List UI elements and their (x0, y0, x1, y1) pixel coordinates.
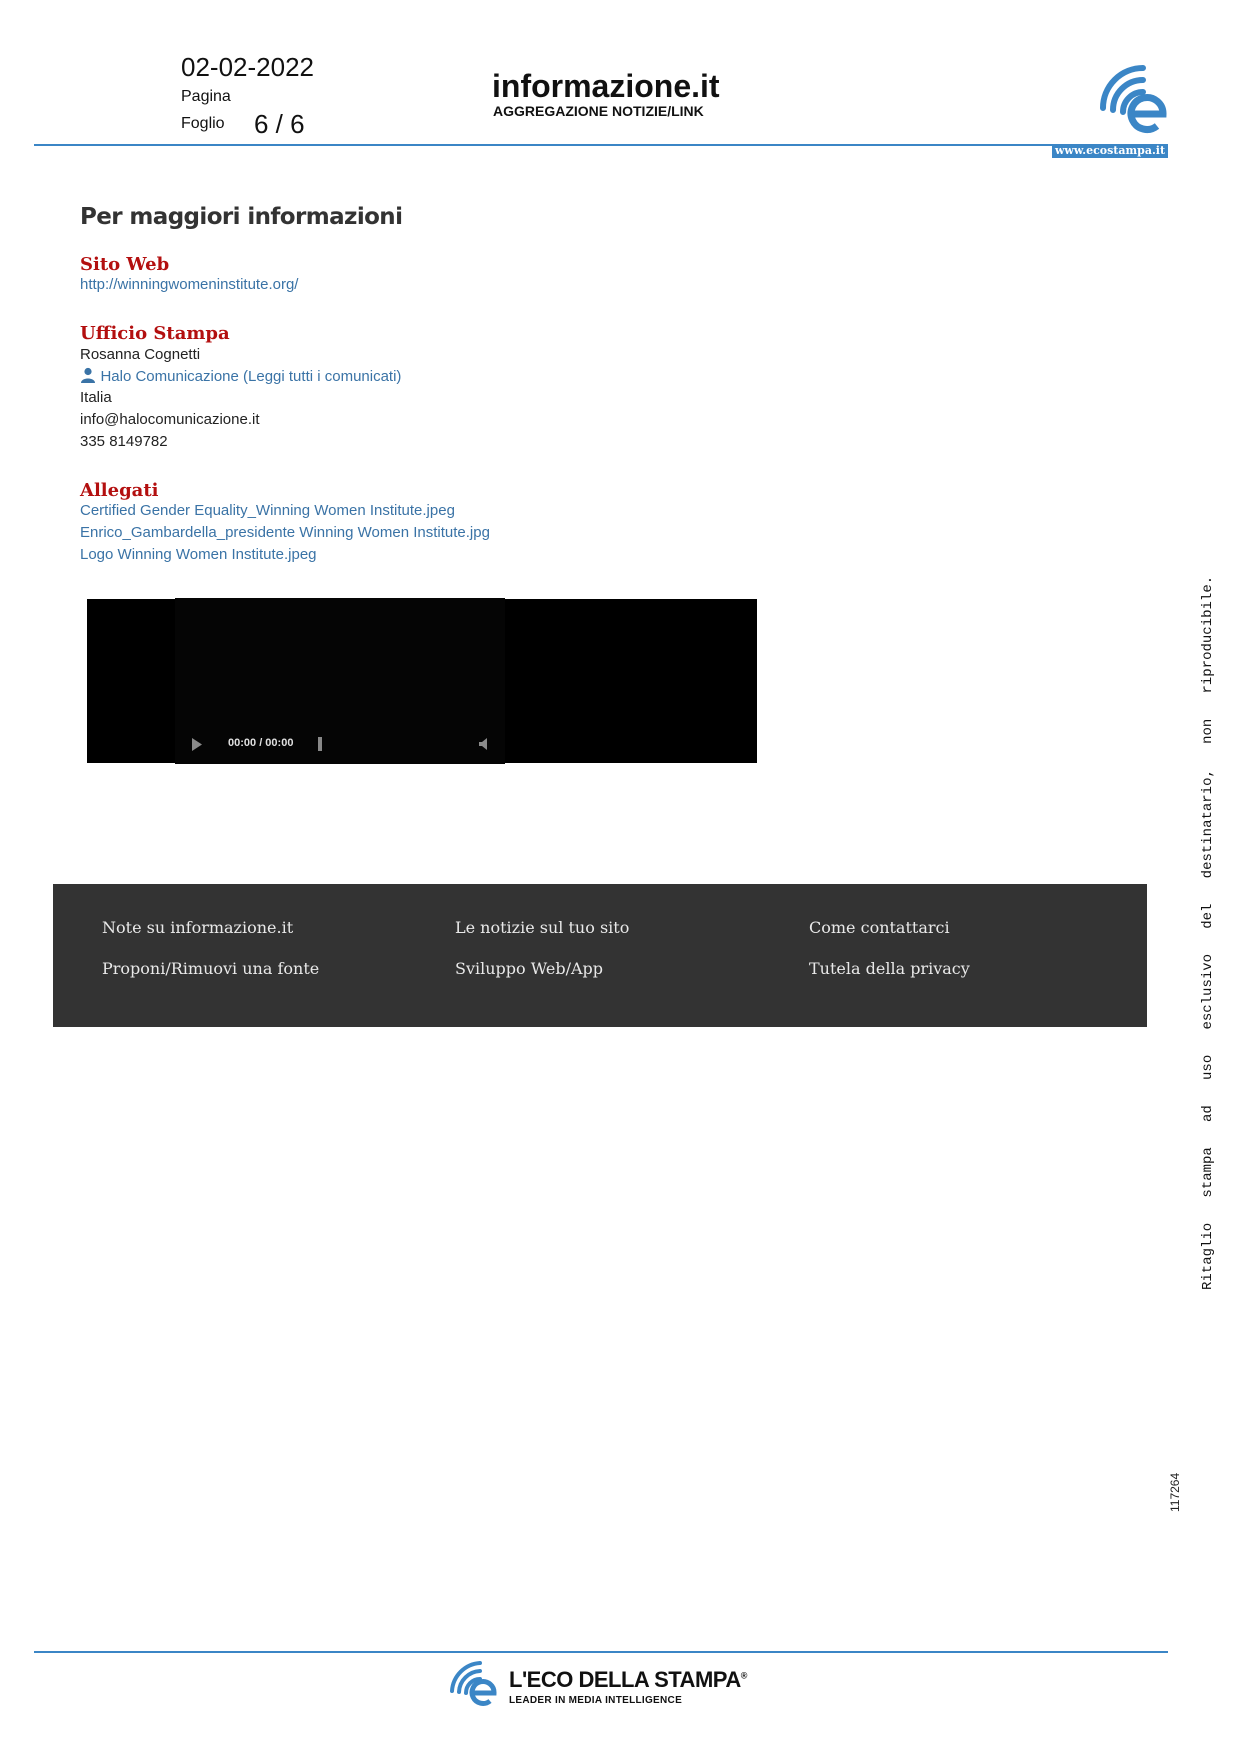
footer-link[interactable]: Sviluppo Web/App (455, 959, 604, 978)
volume-icon[interactable] (479, 738, 492, 750)
contact-name: Rosanna Cognetti (80, 346, 201, 363)
progress-handle-icon[interactable] (318, 737, 322, 751)
masthead-title: informazione.it (492, 68, 720, 104)
reproduction-notice: Ritaglio stampa ad uso esclusivo del destinatario, non riproducibile. (1200, 575, 1216, 1290)
footer-link[interactable]: Come contattarci (809, 918, 950, 937)
video-time: 00:00 / 00:00 (228, 737, 294, 749)
contact-email: info@halocomunicazione.it (80, 411, 260, 428)
attachment-link[interactable]: Logo Winning Women Institute.jpeg (80, 546, 317, 563)
footer-link[interactable]: Note su informazione.it (102, 918, 294, 937)
agency-link[interactable]: Halo Comunicazione (Leggi tutti i comunicati) (100, 368, 402, 385)
clipping-code: 117264 (1168, 1472, 1182, 1512)
ecostampa-badge: www.ecostampa.it (1052, 144, 1168, 158)
sito-web-link[interactable]: http://winningwomeninstitute.org/ (80, 276, 299, 293)
page-date: 02-02-2022 (181, 52, 314, 82)
play-icon[interactable] (191, 738, 203, 751)
eco-della-stampa-logo-icon (448, 1655, 500, 1707)
contact-country: Italia (80, 389, 112, 406)
masthead-subtitle: AGGREGAZIONE NOTIZIE/LINK (493, 103, 704, 119)
footer-link[interactable]: Proponi/Rimuovi una fonte (102, 959, 320, 978)
foglio-value: 6 / 6 (254, 109, 305, 139)
brand-name: L'ECO DELLA STAMPA® (509, 1667, 747, 1692)
foglio-label: Foglio (181, 115, 225, 132)
video-controls (186, 733, 506, 755)
footer-link[interactable]: Tutela della privacy (809, 959, 970, 978)
brand-tagline: LEADER IN MEDIA INTELLIGENCE (509, 1695, 683, 1706)
pagina-label: Pagina (181, 88, 231, 105)
footer-link[interactable]: Le notizie sul tuo sito (455, 918, 630, 937)
agency-row[interactable] (80, 367, 401, 386)
footer-rule (34, 1651, 1168, 1653)
allegati-label: Allegati (80, 480, 159, 501)
sito-web-label: Sito Web (80, 254, 170, 275)
attachment-link[interactable]: Certified Gender Equality_Winning Women Institute.jpeg (80, 502, 455, 519)
attachment-link[interactable]: Enrico_Gambardella_presidente Winning Women Institute.jpg (80, 524, 490, 541)
header-rule (34, 144, 1168, 146)
person-icon (80, 367, 96, 383)
ecostampa-logo-icon (1095, 56, 1171, 136)
contact-phone: 335 8149782 (80, 433, 168, 450)
ufficio-stampa-label: Ufficio Stampa (80, 323, 230, 344)
site-footer (53, 884, 1147, 1027)
section-heading: Per maggiori informazioni (80, 204, 403, 230)
